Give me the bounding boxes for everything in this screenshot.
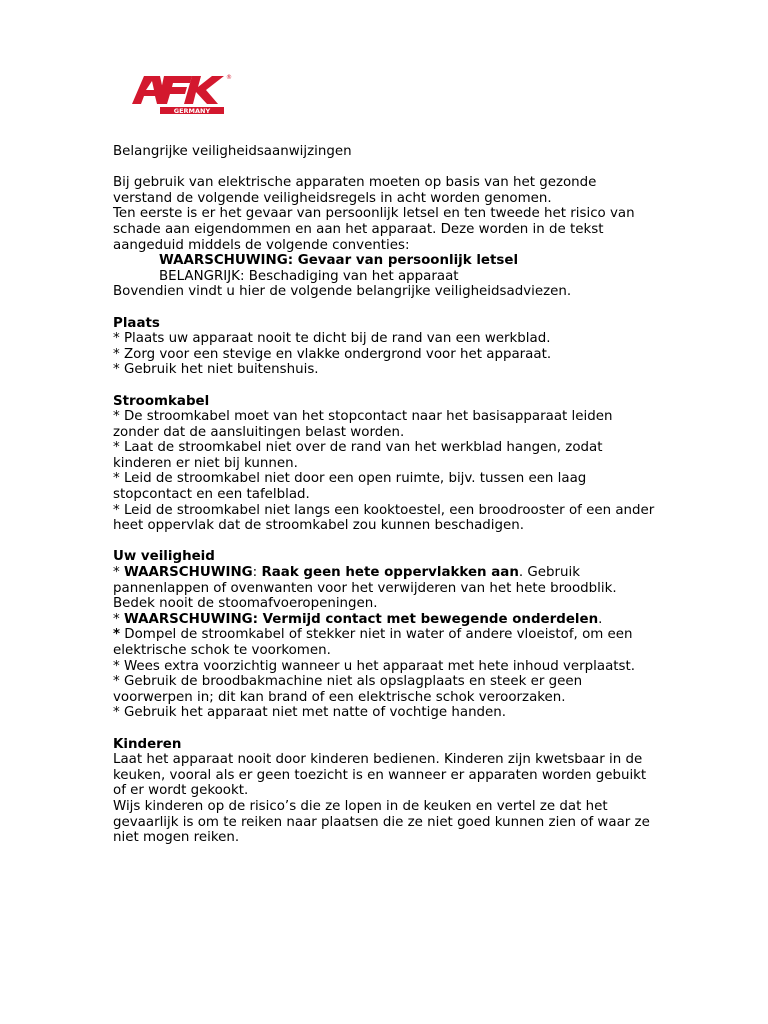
list-item: * Gebruik het niet buitenshuis. [113,362,319,378]
list-item: * Gebruik de broodbakmachine niet als opslagplaats en steek er geen voorwerpen in; dit kan brand of een elektrische schok veroorzaken. [113,674,583,705]
section-heading-stroomkabel: Stroomkabel [113,393,210,409]
brand-logo [130,70,230,118]
warning-label: WAARSCHUWING [123,565,253,581]
item-text: Dompel de stroomkabel of stekker niet in water of andere vloeistof, om een elektrische schok te voorkomen. [113,627,633,658]
warning-text: Raak geen hete oppervlakken aan [261,565,519,581]
list-item: * Laat de stroomkabel niet over de rand van het werkblad hangen, zodat kinderen er niet bij kunnen. [113,440,603,471]
bullet: * [113,565,124,581]
afk-logo-graphic [130,70,230,118]
list-item [113,627,658,658]
important-convention: BELANGRIJK: Beschadiging van het apparaat [159,268,459,284]
intro-paragraph-1: Bij gebruik van elektrische apparaten moeten op basis van het gezonde verstand de volgende veiligheidsregels in acht worden genomen. [113,175,597,206]
colon: : [252,565,262,581]
bullet: * [113,611,124,627]
item-text: . [598,611,603,627]
list-item: * De stroomkabel moet van het stopcontact naar het basisapparaat leiden zonder dat de aansluitingen belast worden. [113,409,613,440]
bullet: * [113,627,121,643]
registered-mark: ® [226,74,232,81]
list-item: * Plaats uw apparaat nooit te dicht bij de rand van een werkblad. [113,331,551,347]
kinderen-paragraph-2: Wijs kinderen op de risico’s die ze lopen in de keuken en vertel ze dat het gevaarlijk is om te reiken naar plaatsen die ze niet goed kunnen zien of waar ze niet mogen reiken. [113,798,650,846]
item-text: . Gebruik pannenlappen of ovenwanten voor het verwijderen van het hete broodblik. Bedek nooit de stoomafvoeropeningen. [113,565,617,612]
intro-paragraph-2: Ten eerste is er het gevaar van persoonlijk letsel en ten tweede het risico van schade aan eigendommen en aan het apparaat. Deze worden in de tekst aangeduid middels de volgende conventies: [113,206,635,253]
section-heading-kinderen: Kinderen [113,736,182,752]
document-title: Belangrijke veiligheidsaanwijzingen [113,144,352,159]
warning-convention: WAARSCHUWING: Gevaar van persoonlijk letsel [159,253,519,269]
list-item: * Wees extra voorzichtig wanneer u het apparaat met hete inhoud verplaatst. [113,658,636,674]
intro-paragraph-3: Bovendien vindt u hier de volgende belangrijke veiligheidsadviezen. [113,284,572,300]
list-item: * Zorg voor een stevige en vlakke ondergrond voor het apparaat. [113,346,552,362]
list-item: * Gebruik het apparaat niet met natte of vochtige handen. [113,705,507,721]
logo-subtitle: GERMANY [173,107,211,115]
list-item-warning-hot-surface [113,565,658,612]
list-item: * Leid de stroomkabel niet langs een kooktoestel, een broodrooster of een ander heet oppervlak dat de stroomkabel zou kunnen beschadigen. [113,502,655,534]
document-body [113,144,658,846]
section-heading-veiligheid: Uw veiligheid [113,549,215,565]
kinderen-paragraph-1: Laat het apparaat nooit door kinderen bedienen. Kinderen zijn kwetsbaar in de keuken, vooral als er geen toezicht is en wanneer er apparaten worden gebuikt of er wordt gekookt. [113,752,647,799]
warning-text: WAARSCHUWING: Vermijd contact met bewegende onderdelen [123,611,599,627]
list-item-warning-moving-parts [113,612,658,628]
section-heading-plaats: Plaats [113,315,160,331]
list-item: * Leid de stroomkabel niet door een open ruimte, bijv. tussen een laag stopcontact en een tafelblad. [113,471,587,503]
